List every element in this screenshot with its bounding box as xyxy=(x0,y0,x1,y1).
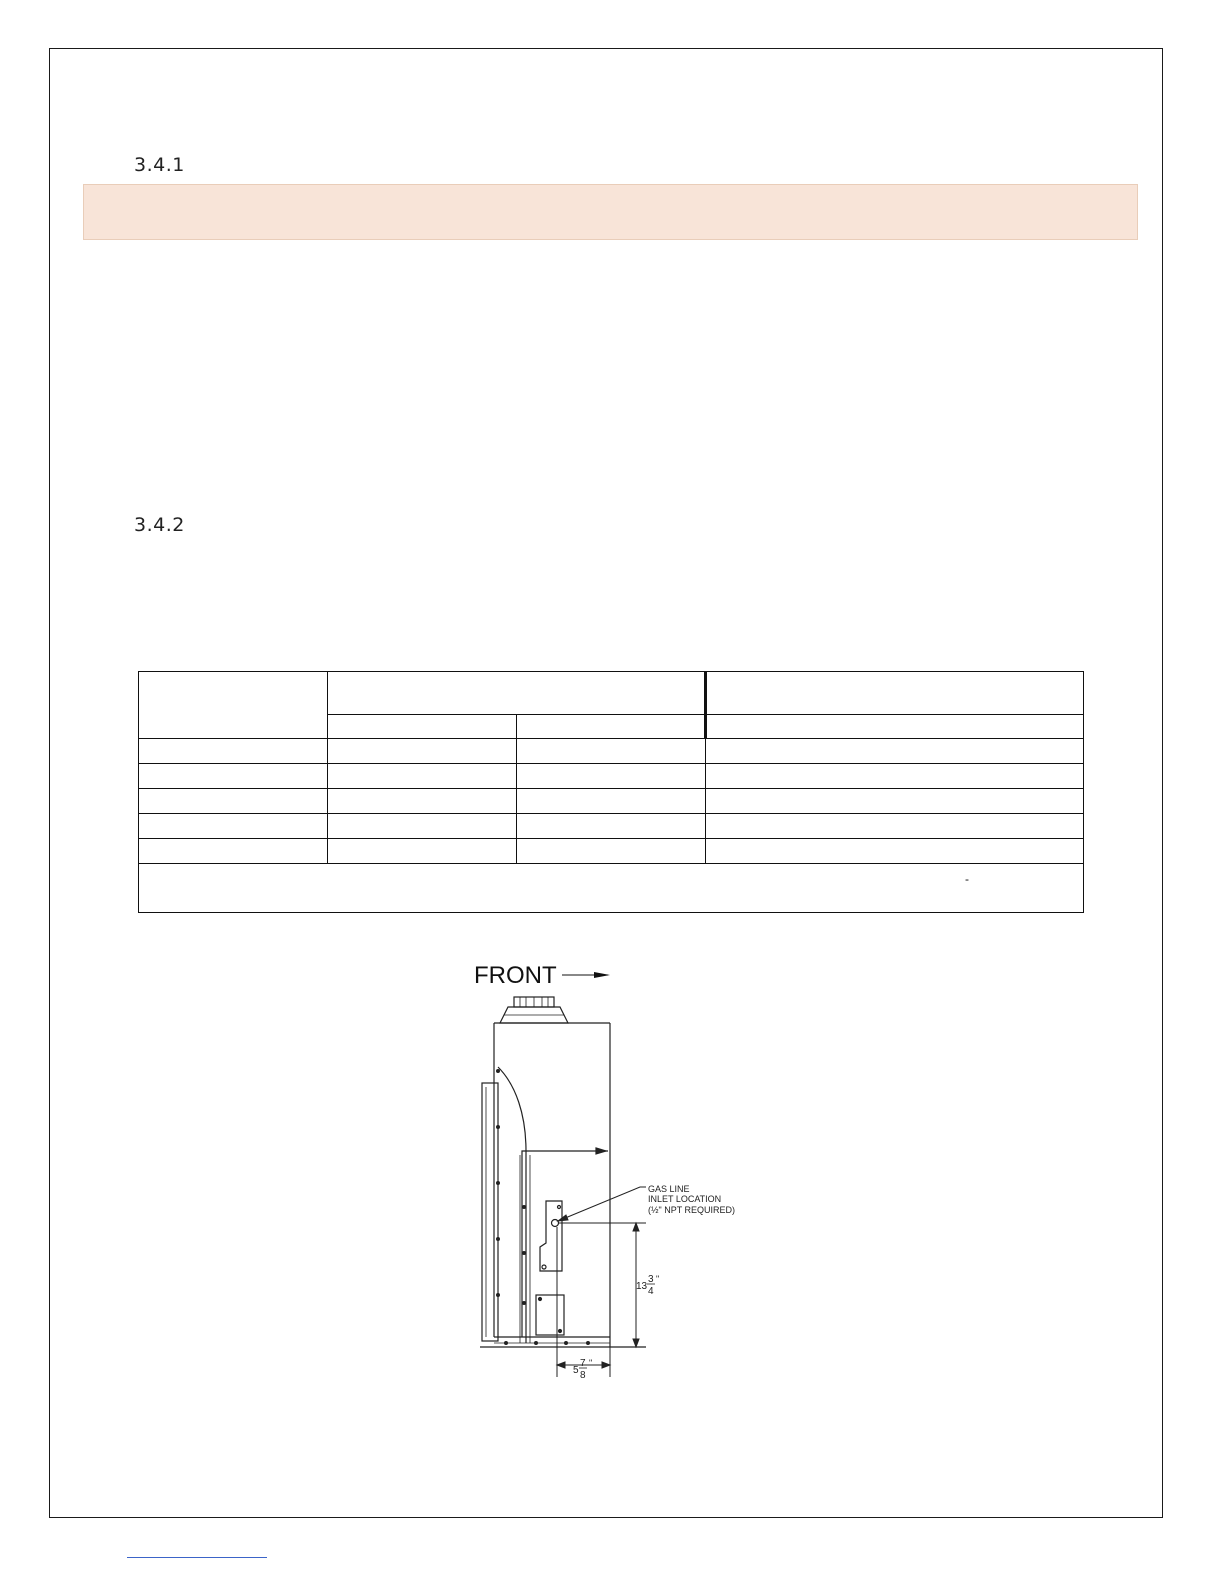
table-cell xyxy=(139,739,328,764)
vertical-dim-unit: " xyxy=(656,1274,660,1284)
table-subheader-cell xyxy=(517,715,706,739)
table-cell xyxy=(328,764,517,789)
gas-line-leader xyxy=(558,1187,646,1221)
cabinet-outline xyxy=(480,1023,646,1347)
inlet-location-label: INLET LOCATION xyxy=(648,1194,722,1204)
table-cell xyxy=(706,789,1084,814)
horizontal-dim-numerator: 7 xyxy=(580,1358,586,1369)
section-heading-3-4-1: 3.4.1 xyxy=(134,154,185,176)
table-header-cell xyxy=(706,672,1084,715)
warning-band xyxy=(83,184,1138,240)
top-vent xyxy=(500,997,568,1023)
side-panel xyxy=(482,1083,498,1341)
gas-inlet-bracket xyxy=(540,1201,562,1271)
table-header-cell xyxy=(139,672,328,739)
table-cell xyxy=(328,789,517,814)
vertical-dimension xyxy=(558,1223,646,1347)
table-row xyxy=(139,764,1084,789)
horizontal-dim-denominator: 8 xyxy=(580,1370,586,1381)
table-cell xyxy=(706,839,1084,864)
door-curve xyxy=(498,1067,526,1337)
table-cell xyxy=(517,789,706,814)
horizontal-dim-unit: " xyxy=(589,1358,593,1368)
table-note-row xyxy=(139,864,1084,913)
table-header-cell xyxy=(328,672,706,715)
section-heading-3-4-2: 3.4.2 xyxy=(134,514,185,536)
vertical-dim-denominator: 4 xyxy=(648,1286,654,1297)
table-cell xyxy=(139,764,328,789)
table-cell xyxy=(706,739,1084,764)
table-cell xyxy=(139,814,328,839)
table-row xyxy=(139,814,1084,839)
gas-line-label: GAS LINE xyxy=(648,1184,690,1194)
table-cell xyxy=(706,814,1084,839)
vertical-dim-whole: 13 xyxy=(636,1281,648,1292)
horizontal-dimension xyxy=(557,1227,610,1377)
gas-spec-table xyxy=(138,671,1084,913)
table-row xyxy=(139,789,1084,814)
table-header-row xyxy=(139,672,1084,715)
horizontal-dim-whole: 5 xyxy=(573,1365,579,1376)
access-plate xyxy=(536,1295,564,1335)
front-arrow-icon xyxy=(562,972,610,978)
table-cell xyxy=(517,814,706,839)
table-row xyxy=(139,839,1084,864)
front-label: FRONT xyxy=(474,962,557,989)
unit-side-view-drawing xyxy=(460,955,780,1395)
footer-link-underline[interactable] xyxy=(127,1557,267,1558)
table-cell xyxy=(139,789,328,814)
table-cell xyxy=(139,839,328,864)
table-cell xyxy=(517,764,706,789)
table-subheader-cell xyxy=(328,715,517,739)
table-row xyxy=(139,739,1084,764)
npt-required-label: (½" NPT REQUIRED) xyxy=(648,1205,736,1215)
table-cell xyxy=(706,764,1084,789)
table-note-cell xyxy=(139,864,1084,913)
table-cell xyxy=(517,739,706,764)
table-cell xyxy=(328,814,517,839)
table-cell xyxy=(328,839,517,864)
vertical-dim-numerator: 3 xyxy=(648,1274,654,1285)
table-cell xyxy=(517,839,706,864)
table-subheader-cell xyxy=(706,715,1084,739)
table-cell xyxy=(328,739,517,764)
table-note-mark: - xyxy=(965,872,969,886)
